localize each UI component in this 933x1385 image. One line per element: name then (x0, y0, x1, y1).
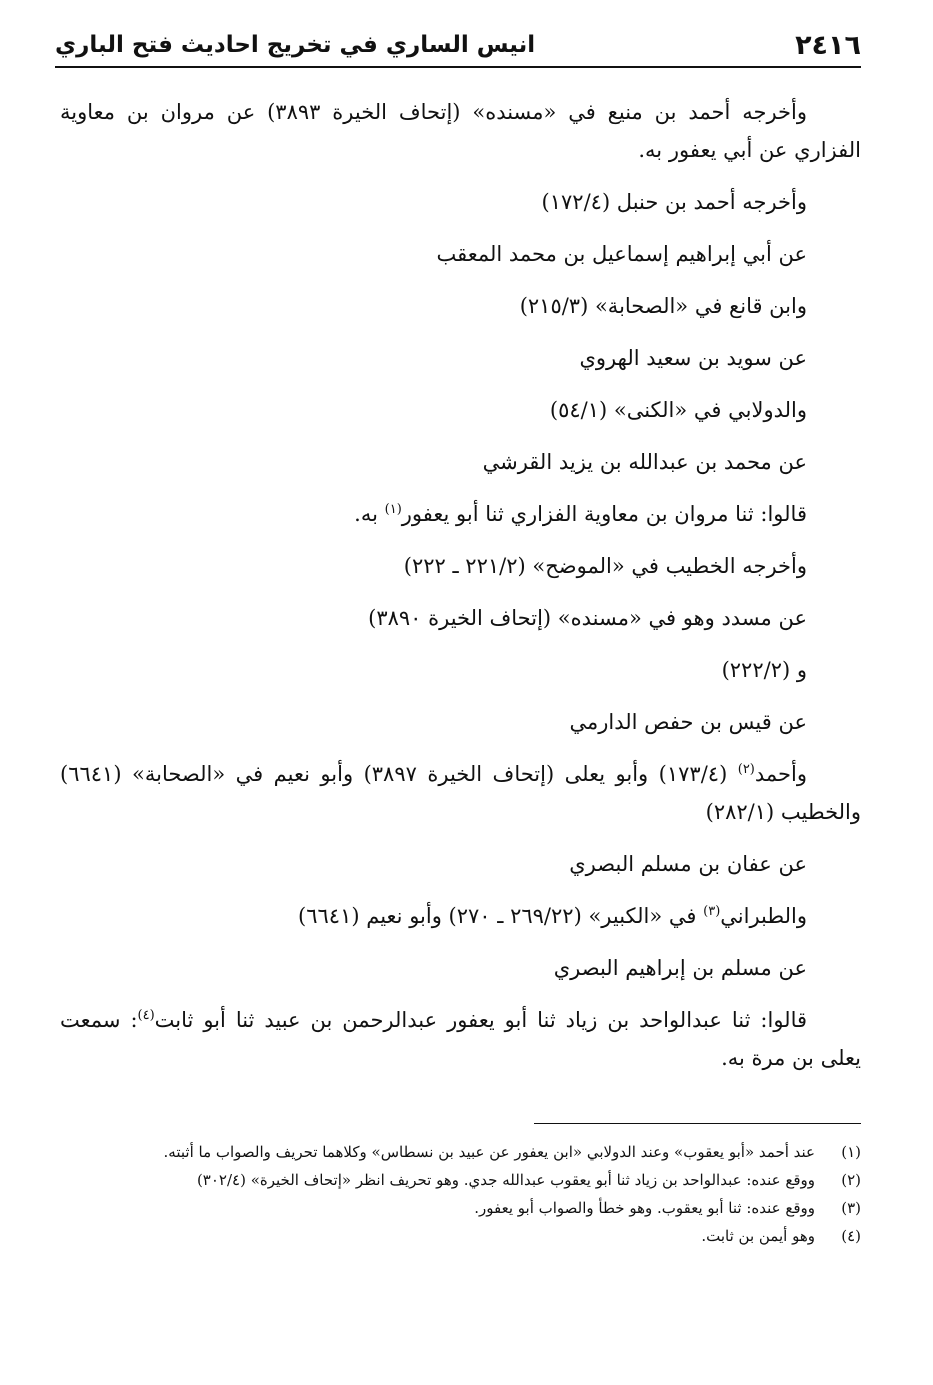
running-title: انيس الساري في تخريج احاديث فتح الباري (55, 32, 536, 58)
footnote (55, 1138, 861, 1166)
footnote-number: (٤) (841, 1227, 861, 1245)
paragraph-text: عن محمد بن عبدالله بن يزيد القرشي (482, 450, 807, 474)
footnote-number: (٣) (841, 1199, 861, 1217)
body-paragraph (60, 890, 861, 942)
footnote-marker: (٢) (737, 762, 755, 777)
footnotes (55, 1138, 861, 1250)
paragraph-text: والطبراني (720, 904, 807, 928)
body-paragraph (60, 592, 861, 644)
main-text (60, 86, 861, 1084)
paragraph-text: وابن قانع في «الصحابة» (٢١٥/٣) (519, 294, 807, 318)
body-paragraph (60, 696, 861, 748)
body-paragraph (60, 332, 861, 384)
paragraph-text: عن أبي إبراهيم إسماعيل بن محمد المعقب (436, 242, 807, 266)
paragraph-text: و (٢٢٢/٢) (721, 658, 807, 682)
paragraph-text: عن سويد بن سعيد الهروي (579, 346, 807, 370)
paragraph-text-continued: : سمعت يعلى بن مرة به. (60, 1008, 861, 1070)
footnote-marker: (٣) (703, 904, 721, 919)
footnote-number: (١) (841, 1143, 861, 1161)
paragraph-text: عن قيس بن حفص الدارمي (569, 710, 807, 734)
body-paragraph (60, 1001, 861, 1077)
footnote (55, 1166, 861, 1194)
footnote-marker: (٤) (137, 1008, 155, 1023)
footnote-separator (534, 1123, 861, 1124)
body-paragraph (60, 93, 861, 169)
body-paragraph (60, 176, 861, 228)
paragraph-text: والدولابي في «الكنى» (٥٤/١) (549, 398, 807, 422)
footnote (55, 1194, 861, 1222)
body-paragraph (60, 755, 861, 831)
footnote-text: ووقع عنده: ثنا أبو يعقوب. وهو خطأ والصواب أبو يعفور. (474, 1199, 815, 1217)
footnote-marker: (١) (384, 502, 402, 517)
footnote (55, 1222, 861, 1250)
paragraph-text: وأحمد (754, 762, 807, 786)
paragraph-text: وأخرجه أحمد بن حنبل (١٧٢/٤) (541, 190, 807, 214)
paragraph-text: وأخرجه الخطيب في «الموضح» (٢٢١/٢ ـ ٢٢٢) (403, 554, 807, 578)
paragraph-text-continued: (١٧٣/٤) وأبو يعلى (إتحاف الخيرة ٣٨٩٧) وأبو نعيم في «الصحابة» (٦٦٤١) والخطيب (٢٨٢/١) (60, 762, 861, 824)
body-paragraph (60, 644, 861, 696)
footnote-text: وهو أيمن بن ثابت. (701, 1227, 815, 1245)
body-paragraph (60, 942, 861, 994)
paragraph-text: عن مسدد وهو في «مسنده» (إتحاف الخيرة ٣٨٩٠) (368, 606, 807, 630)
paragraph-text: عن مسلم بن إبراهيم البصري (553, 956, 807, 980)
paragraph-text-continued: في «الكبير» (٢٦٩/٢٢ ـ ٢٧٠) وأبو نعيم (٦٦٤١) (298, 904, 704, 928)
paragraph-text: قالوا: ثنا مروان بن معاوية الفزاري ثنا أبو يعفور (401, 502, 807, 526)
body-paragraph (60, 540, 861, 592)
page-header (55, 22, 861, 68)
footnote-number: (٢) (841, 1171, 861, 1189)
body-paragraph (60, 384, 861, 436)
paragraph-text: عن عفان بن مسلم البصري (569, 852, 807, 876)
footnote-text: ووقع عنده: عبدالواحد بن زياد ثنا أبو يعقوب عبدالله جدي. وهو تحريف انظر «إتحاف الخيرة» (٣٠٢/٤) (196, 1171, 815, 1189)
paragraph-text: وأخرجه أحمد بن منيع في «مسنده» (إتحاف الخيرة ٣٨٩٣) عن مروان بن معاوية الفزاري عن أبي يعفور به. (60, 100, 861, 162)
footnote-text: عند أحمد «أبو يعقوب» وعند الدولابي «ابن يعفور عن عبيد بن نسطاس» وكلاهما تحريف والصواب ما أثبته. (163, 1143, 815, 1161)
body-paragraph (60, 280, 861, 332)
body-paragraph (60, 488, 861, 540)
body-paragraph (60, 838, 861, 890)
paragraph-text: قالوا: ثنا عبدالواحد بن زياد ثنا أبو يعفور عبدالرحمن بن عبيد ثنا أبو ثابت (154, 1008, 808, 1032)
body-paragraph (60, 436, 861, 488)
page-number: ٢٤١٦ (795, 30, 861, 61)
paragraph-text-continued: به. (354, 502, 385, 526)
body-paragraph (60, 228, 861, 280)
